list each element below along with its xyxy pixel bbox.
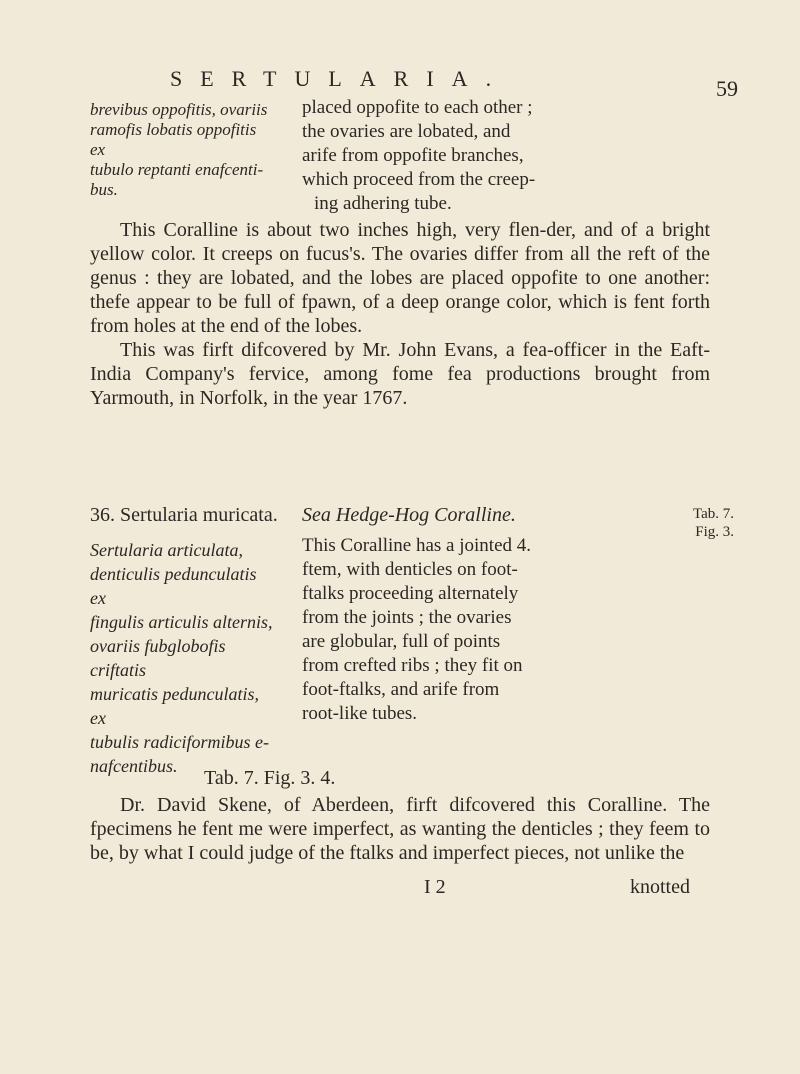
english-line: which proceed from the creep- (302, 169, 536, 190)
latin-line: ramofis lobatis oppofitis ex (90, 120, 257, 159)
english-line: from crefted ribs ; they fit on (302, 655, 523, 676)
plate-fig: Fig. 3. (695, 524, 734, 540)
latin-line: fingulis articulis alternis, (90, 612, 273, 632)
latin-line: bus. (90, 180, 118, 199)
description-paragraph-36 (90, 793, 710, 865)
latin-line: Sertularia articulata, (90, 540, 243, 560)
description-paragraph: Dr. David Skene, of Aberdeen, firft difcovered this Coralline. The fpecimens he fent me were imperfect, as wanting the denticles ; they feem to be, by what I could judge of the ftalks and imperfect pieces, not unlike the (90, 794, 710, 864)
english-line: foot-ftalks, and arife from (302, 679, 500, 700)
latin-description-35 (90, 100, 270, 200)
english-line: placed oppofite to each other ; (302, 97, 533, 118)
catchword: knotted (630, 876, 690, 898)
english-line: root-like tubes. (302, 703, 418, 724)
english-line: arife from oppofite branches, (302, 145, 524, 166)
discovery-paragraph: This was firft difcovered by Mr. John Evans, a fea-officer in the Eaft-India Company's fervice, among fome fea productions brought from Yarmouth, in Norfolk, in the year 1767. (90, 339, 710, 409)
species-number-name: 36. Sertularia muricata. (90, 504, 278, 526)
latin-line: muricatis pedunculatis, ex (90, 684, 259, 728)
description-paragraph: This Coralline is about two inches high, very flen-der, and of a bright yellow color. It creeps on fucus's. The ovaries differ from all the reft of the genus : they are lobated, and the lobes are placed oppofite to one another: thefe appear to be full of fpawn, of a deep orange color, which is fent forth from holes at the end of the lobes. (90, 219, 710, 337)
latin-line: ovariis fubglobofis criftatis (90, 636, 226, 680)
latin-description-36 (90, 538, 274, 778)
english-translation-35 (302, 96, 717, 216)
english-line: This Coralline has a jointed 4. (302, 535, 532, 556)
latin-line: denticulis pedunculatis ex (90, 564, 257, 608)
latin-line: nafcentibus. (90, 756, 178, 776)
signature-mark: I 2 (424, 876, 446, 898)
latin-line: brevibus oppofitis, ovariis (90, 100, 268, 119)
running-title: SERTULARIA. (170, 66, 510, 91)
english-line: the ovaries are lobated, and (302, 121, 511, 142)
english-line: ftalks proceeding alternately (302, 583, 519, 604)
english-line: are globular, full of points (302, 631, 501, 652)
description-paragraphs-35 (90, 218, 710, 410)
english-line: ing adhering tube. (314, 193, 452, 214)
common-name: Sea Hedge-Hog Coralline. (302, 504, 516, 526)
english-line: ftem, with denticles on foot- (302, 559, 518, 580)
latin-line: tubulis radiciformibus e- (90, 732, 269, 752)
latin-line: tubulo reptanti enafcenti- (90, 160, 264, 179)
plate-tab: Tab. 7. (692, 506, 734, 522)
english-translation-36 (302, 534, 716, 726)
english-line: from the joints ; the ovaries (302, 607, 512, 628)
page-number: 59 (716, 76, 738, 101)
plate-reference: Tab. 7. Fig. 3. 4. (204, 767, 336, 789)
